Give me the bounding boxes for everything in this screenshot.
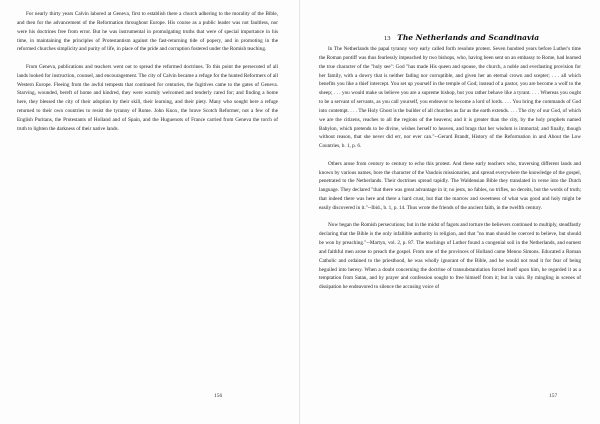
paragraph: For nearly thirty years Calvin labored at Geneva, first to establish there a church adhering to the morality of the Bible, and then for the advancement of the Reformation throughout Europe. His course as a public leader was not faultless, nor were his doctrines free from error. But he was instrumental in promulgating truths that were of special importance in his time, in maintaining the principles of Protestantism against the fast-returning tide of popery, and in promoting in the reformed churches simplicity and purity of life, in place of the pride and corruption fostered under the Romish teaching. xyxy=(17,11,278,53)
paragraph: From Geneva, publications and teachers went out to spread the reformed doctrines. To this point the persecuted of all lands looked for instruction, counsel, and encouragement. The city of Calvin became a refuge for the hunted Reformers of all Western Europe. Fleeing from the awful tempests that continued for centuries, the fugitives came to the gates of Geneva. Starving, wounded, bereft of home and kindred, they were warmly welcomed and tenderly cared for; and finding a home here, they blessed the city of their adoption by their skill, their learning, and their piety. Many who sought here a refuge returned to their own countries to resist the tyranny of Rome. John Knox, the brave Scotch Reformer, not a few of the English Puritans, the Protestants of Holland and of Spain, and the Huguenots of France carried from Geneva the torch of truth to lighten the darkness of their native lands. xyxy=(17,63,278,132)
left-page-text xyxy=(17,10,278,134)
chapter-heading xyxy=(384,33,539,42)
paragraph: Others arose from century to century to echo this protest. And these early teachers who, traversing different lands and known by various names, bore the character of the Vaudois missionaries, and spread everywhere the knowledge of the gospel, penetrated to the Netherlands. Their doctrines spread rapidly. The Waldensian Bible they translated in verse into the Dutch language. They declared "that there was great advantage in it; no jests, no fables, no trifles, no deceits, but the words of truth; that indeed there was here and there a hard crust, but that the marrow and sweetness of what was good and holy might be easily discovered in it."--Ibid., b. 1, p. 14. Thus wrote the friends of the ancient faith, in the twelfth century. xyxy=(319,160,581,211)
page-number: 157 xyxy=(549,393,558,399)
chapter-title: The Netherlands and Scandinavia xyxy=(397,33,540,42)
paragraph: Now began the Romish persecutions; but in the midst of fagots and torture the believers continued to multiply, steadfastly declaring that the Bible is the only infallible authority in religion, and that "no man should be coerced to believe, but should be won by preaching."--Martyn, vol. 2, p. 87. The teachings of Luther found a congenial soil in the Netherlands, and earnest and faithful men arose to preach the gospel. From one of the provinces of Holland came Menno Simons. Educated a Roman Catholic and ordained to the priesthood, he was wholly ignorant of the Bible, and he would not read it for fear of being beguiled into heresy. When a doubt concerning the doctrine of transubstantiation forced itself upon him, he regarded it as a temptation from Satan, and by prayer and confession sought to free himself from it; but in vain. By mingling in scenes of dissipation he endeavored to silence the accusing voice of xyxy=(319,222,581,291)
right-page xyxy=(300,0,600,424)
paragraph: In The Netherlands the papal tyranny very early called forth resolute protest. Seven hundred years before Luther's time the Roman pontiff was thus fearlessly impeached by two bishops, who, having been sent on an embassy to Rome, had learned the true character of the "holy see": God "has made His queen and spouse, the church, a noble and everlasting provision for her family, with a dowry that is neither fading nor corruptible, and given her an eternal crown and scepter; . . . all which benefits you like a thief intercept. You set up yourself in the temple of God; instead of a pastor, you are become a wolf to the sheep; . . . you would make us believe you are a supreme bishop, but you rather behave like a tyrant. . . . Whereas you ought to be a servant of servants, as you call yourself, you endeavor to become a lord of lords. . . . You bring the commands of God into contempt. . . . The Holy Ghost is the builder of all churches as far as the earth extends. . . . The city of our God, of which we are the citizens, reaches to all the regions of the heavens; and it is greater than the city, by the holy prophets named Babylon, which pretends to be divine, wishes herself to heaven, and brags that her wisdom is immortal; and finally, though without reason, that she never did err, nor ever can."--Gerard Brandt, History of the Reformation in and About the Low Countries, b. 1, p. 6. xyxy=(319,46,581,150)
chapter-number: 13 xyxy=(384,35,391,42)
page-number: 156 xyxy=(214,393,223,399)
right-page-text xyxy=(319,45,581,292)
